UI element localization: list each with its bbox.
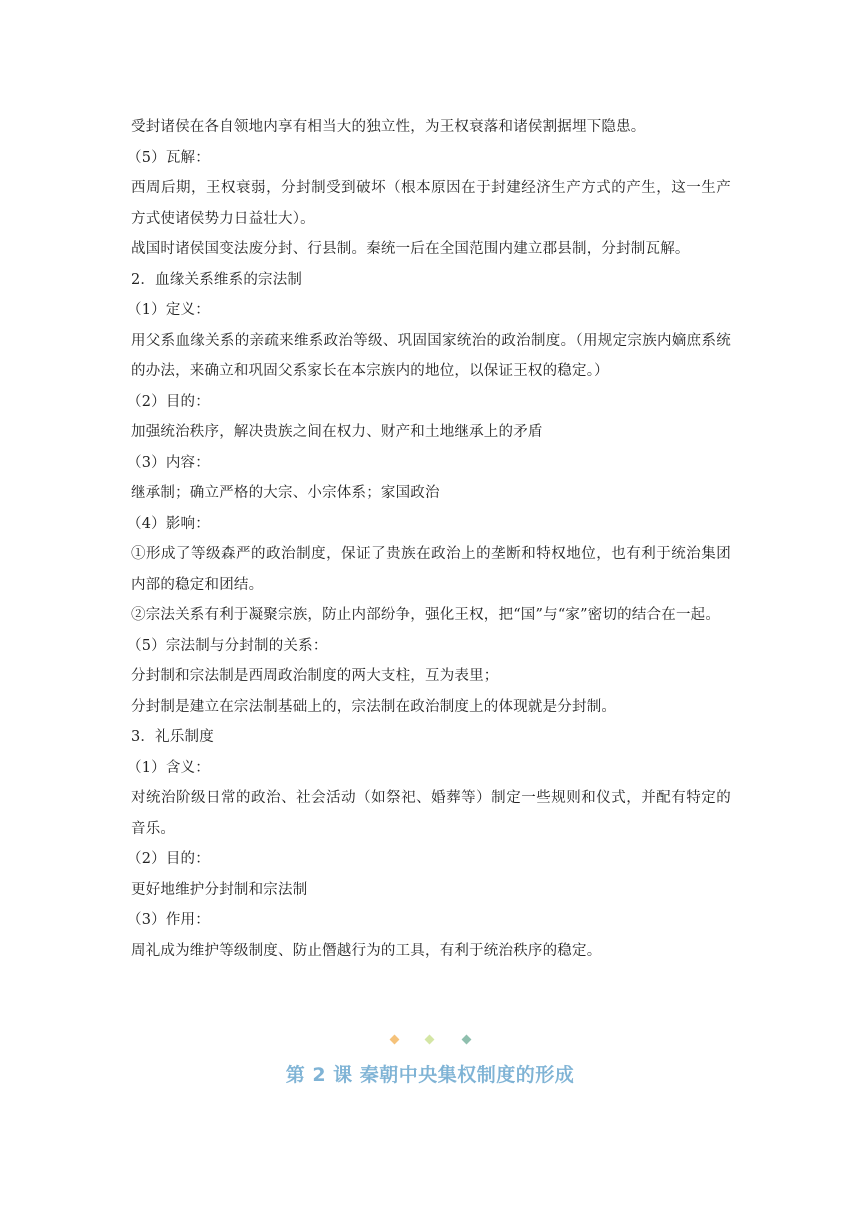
lesson-title: 第 2 课 秦朝中央集权制度的形成 — [285, 1064, 575, 1086]
text-line: 受封诸侯在各自领地内享有相当大的独立性，为王权衰落和诸侯割据埋下隐患。 — [131, 119, 646, 135]
text-line: 分封制和宗法制是西周政治制度的两大支柱，互为表里； — [131, 668, 499, 684]
paragraph: 对统治阶级日常的政治、社会活动（如祭祀、婚葬等）制定一些规则和仪式，并配有特定的音乐。 — [131, 790, 731, 837]
subheading: （5）宗法制与分封制的关系： — [127, 637, 328, 654]
subheading: （2）目的： — [127, 851, 210, 867]
text-line: 周礼成为维护等级制度、防止僭越行为的工具，有利于统治秩序的稳定。 — [131, 942, 602, 959]
text-line: 战国时诸侯国变法废分封、行县制。秦统一后在全国范围内建立郡县制，分封制瓦解。 — [131, 241, 690, 257]
subheading: （3）内容： — [127, 454, 210, 471]
document-body — [127, 112, 731, 966]
paragraph: ②宗法关系有利于凝聚宗族，防止内部纷争，强化王权，把“国”与“家”密切的结合在一起。 — [131, 607, 721, 623]
paragraph: 用父系血缘关系的亲疏来维系政治等级、巩固国家统治的政治制度。（用规定宗族内嫡庶系统的办法，来确立和巩固父系家长在本宗族内的地位，以保证王权的稳定。） — [131, 332, 731, 379]
text-line: 继承制；确立严格的大宗、小宗体系；家国政治 — [131, 485, 440, 501]
green-diamond-icon — [425, 1035, 435, 1045]
text-line: 更好地维护分封制和宗法制 — [131, 881, 308, 898]
section-heading: 2．血缘关系维系的宗法制 — [131, 271, 303, 288]
subheading: （2）目的： — [127, 393, 210, 410]
text-line: 加强统治秩序，解决贵族之间在权力、财产和土地继承上的矛盾 — [131, 424, 543, 440]
paragraph: 西周后期，王权衰弱，分封制受到破坏（根本原因在于封建经济生产方式的产生，这一生产方式使诸侯势力日益壮大）。 — [131, 180, 731, 227]
decorative-divider — [0, 1034, 860, 1046]
subheading: （3）作用： — [127, 912, 210, 928]
subheading: （4）影响： — [127, 515, 210, 532]
section-heading: 3．礼乐制度 — [131, 729, 214, 745]
subheading: （1）定义： — [127, 302, 210, 318]
paragraph: ①形成了等级森严的政治制度，保证了贵族在政治上的垄断和特权地位，也有利于统治集团内部的稳定和团结。 — [131, 546, 731, 593]
text-line: 分封制是建立在宗法制基础上的，宗法制在政治制度上的体现就是分封制。 — [131, 698, 617, 715]
orange-diamond-icon — [390, 1035, 400, 1045]
subheading: （1）含义： — [127, 759, 210, 776]
teal-diamond-icon — [462, 1035, 472, 1045]
subheading: （5）瓦解： — [127, 149, 210, 166]
